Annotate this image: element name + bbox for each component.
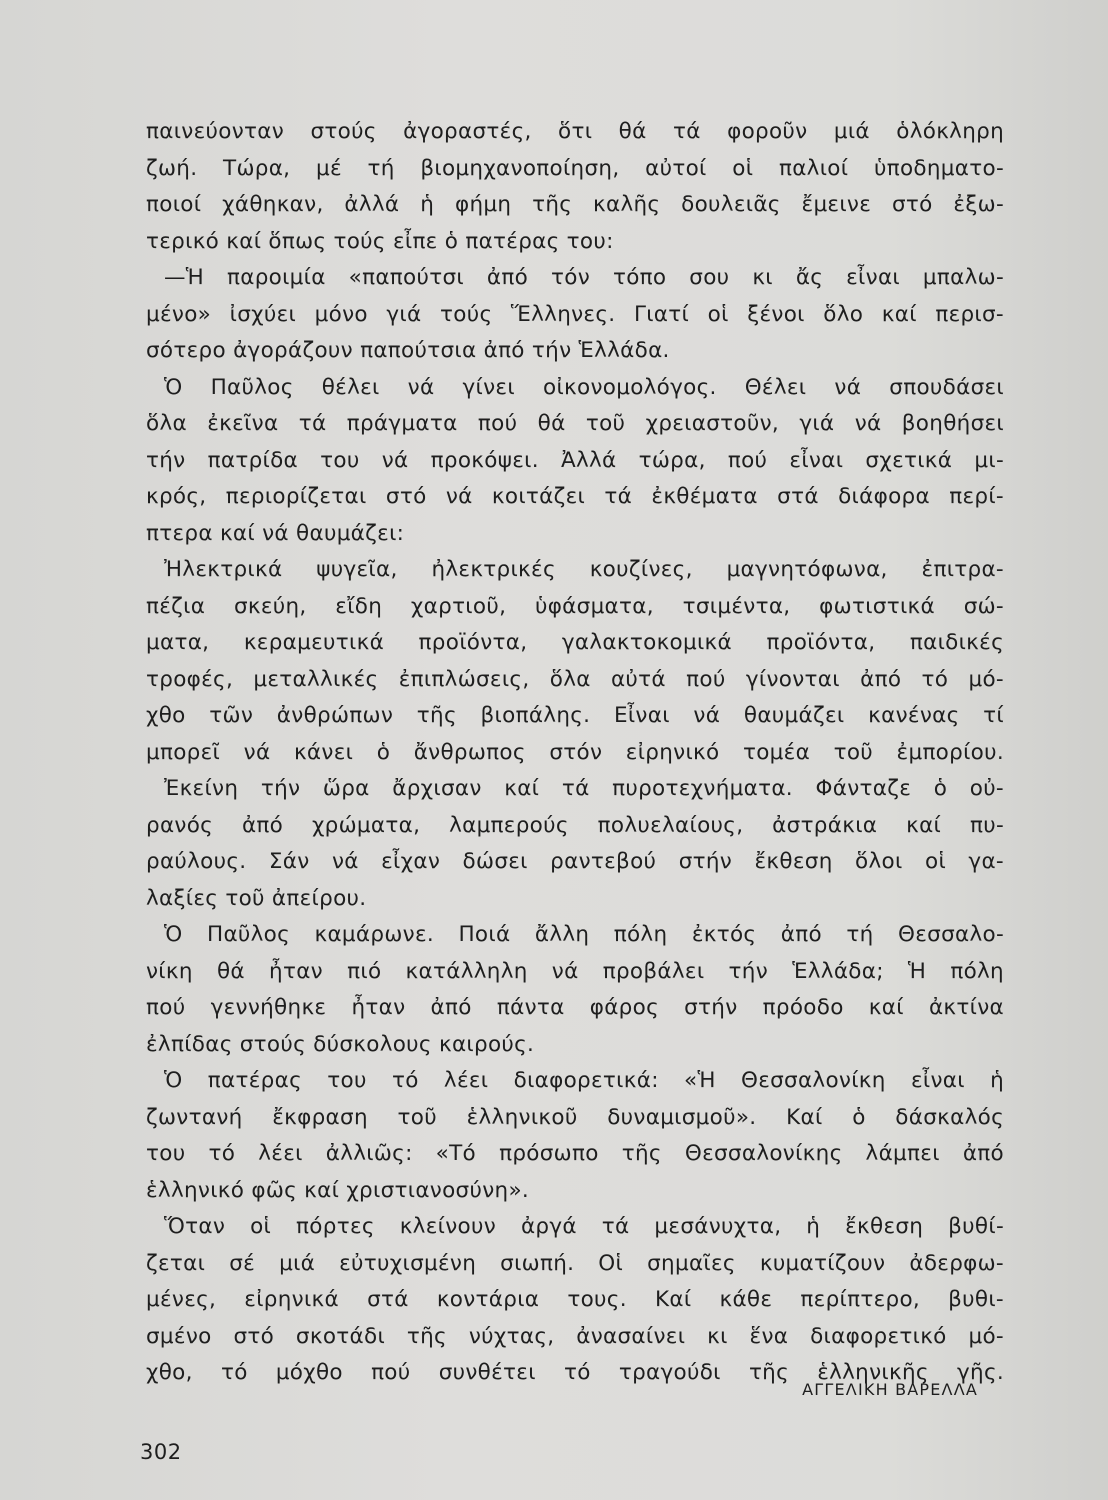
text-line: —Ἡ παροιμία «παπούτσι ἀπό τόν τόπο σου κι ἄς εἶναι μπαλω- [164, 265, 1004, 290]
text-line: ὅλα ἐκεῖνα τά πράγματα πού θά τοῦ χρειαστοῦν, γιά νά βοηθήσει [146, 411, 1004, 436]
text-line: Ἠλεκτρικά ψυγεῖα, ἠλεκτρικές κουζίνες, μαγνητόφωνα, ἐπιτρα- [164, 557, 1004, 582]
text-line: χθο, τό μόχθο πού συνθέτει τό τραγούδι τῆς ἑλληνικῆς γῆς. [146, 1360, 1004, 1385]
text-line: σμένο στό σκοτάδι τῆς νύχτας, ἀνασαίνει κι ἕνα διαφορετικό μό- [146, 1323, 1004, 1349]
text-line: ματα, κεραμευτικά προϊόντα, γαλακτοκομικά προϊόντα, παιδικές [146, 630, 1004, 655]
text-line: ζωή. Τώρα, μέ τή βιομηχανοποίηση, αὐτοί οἱ παλιοί ὑποδηματο- [146, 155, 1004, 181]
text-line: πτερα καί νά θαυμάζει: [146, 520, 405, 546]
page-number: 302 [140, 1440, 182, 1464]
text-line: τερικό καί ὅπως τούς εἶπε ὁ πατέρας του: [146, 228, 614, 254]
body-text [146, 114, 1004, 1392]
text-line: πέζια σκεύη, εἴδη χαρτιοῦ, ὑφάσματα, τσιμέντα, φωτιστικά σώ- [146, 593, 1004, 619]
text-line: λαξίες τοῦ ἀπείρου. [146, 885, 367, 911]
text-line: ζωντανή ἔκφραση τοῦ ἑλληνικοῦ δυναμισμοῦ». Καί ὁ δάσκαλός [146, 1104, 1004, 1130]
text-line: μένο» ἰσχύει μόνο γιά τούς Ἕλληνες. Γιατί οἱ ξένοι ὅλο καί περισ- [146, 301, 1004, 327]
text-line: Ὁ Παῦλος θέλει νά γίνει οἰκονομολόγος. Θέλει νά σπουδάσει [164, 374, 1004, 400]
text-line: κρός, περιορίζεται στό νά κοιτάζει τά ἐκθέματα στά διάφορα περί- [146, 484, 1004, 509]
text-line: ζεται σέ μιά εὐτυχισμένη σιωπή. Οἱ σημαῖες κυματίζουν ἀδερφω- [146, 1250, 1004, 1276]
text-line: παινεύονταν στούς ἀγοραστές, ὅτι θά τά φοροῦν μιά ὁλόκληρη [146, 119, 1004, 144]
text-line: Ὁ Παῦλος καμάρωνε. Ποιά ἄλλη πόλη ἐκτός ἀπό τή Θεσσαλο- [164, 922, 1004, 947]
text-line: μένες, εἰρηνικά στά κοντάρια τους. Καί κάθε περίπτερο, βυθι- [146, 1287, 1004, 1312]
text-line: ποιοί χάθηκαν, ἀλλά ἡ φήμη τῆς καλῆς δουλειᾶς ἔμεινε στό ἐξω- [146, 192, 1004, 217]
text-line: σότερο ἀγοράζουν παπούτσια ἀπό τήν Ἑλλάδα. [146, 338, 670, 363]
text-line: ἑλληνικό φῶς καί χριστιανοσύνη». [146, 1177, 530, 1203]
text-line: Ὁ πατέρας του τό λέει διαφορετικά: «Ἡ Θεσσαλονίκη εἶναι ἡ [164, 1068, 1004, 1093]
text-line: μπορεῖ νά κάνει ὁ ἄνθρωπος στόν εἰρηνικό τομέα τοῦ ἐμπορίου. [146, 739, 1004, 765]
text-line: Ἐκείνη τήν ὥρα ἄρχισαν καί τά πυροτεχνήματα. Φάνταζε ὁ οὐ- [164, 776, 1004, 801]
text-line: Ὅταν οἱ πόρτες κλείνουν ἀργά τά μεσάνυχτα, ἡ ἔκθεση βυθί- [164, 1214, 1004, 1239]
text-line: ραύλους. Σάν νά εἶχαν δώσει ραντεβού στήν ἔκθεση ὅλοι οἱ γα- [146, 849, 1004, 874]
author-signature: ΑΓΓΕΛΙΚΗ ΒΑΡΕΛΛΑ [802, 1380, 978, 1399]
text-line: ἐλπίδας στούς δύσκολους καιρούς. [146, 1031, 535, 1057]
text-line: νίκη θά ἦταν πιό κατάλληλη νά προβάλει τήν Ἑλλάδα; Ἡ πόλη [146, 958, 1004, 984]
text-line: τήν πατρίδα του νά προκόψει. Ἀλλά τώρα, πού εἶναι σχετικά μι- [146, 447, 1004, 473]
text-line: του τό λέει ἀλλιῶς: «Τό πρόσωπο τῆς Θεσσαλονίκης λάμπει ἀπό [146, 1141, 1004, 1166]
text-line: χθο τῶν ἀνθρώπων τῆς βιοπάλης. Εἶναι νά θαυμάζει κανένας τί [146, 703, 1004, 728]
text-line: τροφές, μεταλλικές ἐπιπλώσεις, ὅλα αὐτά πού γίνονται ἀπό τό μό- [146, 666, 1004, 692]
text-line: πού γεννήθηκε ἦταν ἀπό πάντα φάρος στήν πρόοδο καί ἀκτίνα [146, 995, 1004, 1020]
text-line: ρανός ἀπό χρώματα, λαμπερούς πολυελαίους, ἀστράκια καί πυ- [146, 812, 1004, 838]
